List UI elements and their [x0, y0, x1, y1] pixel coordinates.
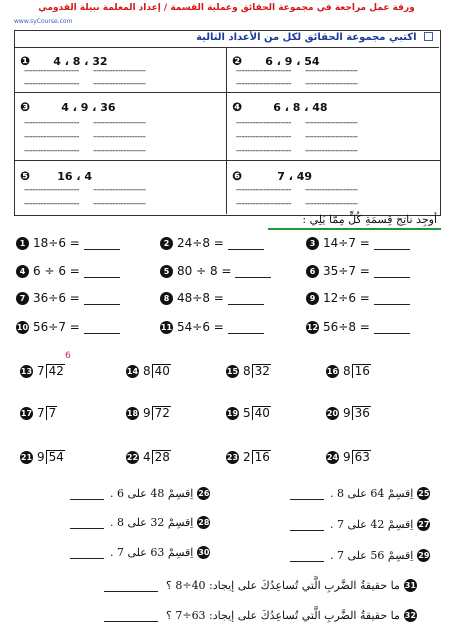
word-question: اِقسِمْ 63 على 7 . 30 — [66, 546, 214, 559]
grid-divider — [14, 160, 440, 161]
answer-line[interactable]: -------------------- ------------------- — [24, 79, 146, 89]
cell-number: ❸ — [20, 100, 31, 114]
word-question: اِقسِمْ 32 على 8 . 28 — [66, 516, 214, 529]
cell-values: 6 ، 8 ، 48 — [273, 101, 328, 114]
answer-line[interactable]: -------------------- ------------------- — [24, 66, 146, 76]
grid-cell — [232, 96, 328, 115]
question-number: 7 — [16, 292, 29, 305]
cell-values: 7 ، 49 — [277, 170, 313, 183]
question-number: 6 — [306, 265, 319, 278]
question-number: 20 — [326, 408, 339, 418]
answer-blank[interactable] — [228, 292, 264, 305]
long-division-question: 17 7 7 — [20, 406, 57, 420]
grid-header — [14, 30, 439, 48]
long-division-question: 22 4 28 — [126, 450, 170, 464]
cell-values: 16 ، 4 — [57, 170, 93, 183]
question-number: 30 — [198, 548, 210, 557]
answer-line[interactable]: -------------------- ------------------- — [236, 66, 358, 76]
question-number: 23 — [226, 452, 239, 462]
grid-cell — [20, 96, 116, 115]
question-number: 21 — [20, 452, 33, 462]
grid-cell — [232, 165, 312, 184]
answer-blank[interactable] — [290, 487, 324, 500]
division-question: 8 48÷8 = — [160, 291, 264, 305]
question-number: 18 — [126, 408, 139, 418]
answer-line[interactable]: -------------------- ------------------- — [24, 118, 146, 128]
cell-number: ❹ — [232, 100, 243, 114]
answer-blank[interactable] — [70, 516, 104, 529]
long-division-question: 16 8 16 — [326, 364, 370, 378]
question-number: 25 — [418, 489, 430, 498]
long-division-question: 13 7 42 — [20, 364, 64, 378]
question-number: 10 — [16, 322, 29, 332]
long-division-question: 21 9 54 — [20, 450, 64, 464]
instruction-text: أوجِد ناتِج قِسمَةِ كُلٍّ مِمّا يَلِي : — [302, 213, 437, 226]
cell-number: ❺ — [20, 169, 31, 183]
division-question: 11 54÷6 = — [160, 320, 264, 334]
question-number: 13 — [20, 366, 33, 376]
answer-blank[interactable] — [84, 237, 120, 250]
answer-line[interactable]: -------------------- ------------------- — [24, 146, 146, 156]
question-number: 26 — [198, 489, 210, 498]
question-number: 24 — [326, 452, 339, 462]
long-division-question: 24 9 63 — [326, 450, 370, 464]
cell-number: ❷ — [232, 54, 243, 68]
long-division-question: 20 9 36 — [326, 406, 370, 420]
long-division-question: 18 9 72 — [126, 406, 170, 420]
division-question: 9 12÷6 = — [306, 291, 410, 305]
answer-blank[interactable] — [104, 609, 158, 622]
answer-blank[interactable] — [70, 487, 104, 500]
answer-blank[interactable] — [84, 321, 120, 334]
division-question: 3 14÷7 = — [306, 236, 410, 250]
answer-line[interactable]: -------------------- ------------------- — [24, 199, 146, 209]
word-question: اِقسِمْ 64 على 8 . 25 — [286, 487, 434, 500]
answer-line[interactable]: -------------------- ------------------- — [236, 118, 358, 128]
division-question: 6 35÷7 = — [306, 264, 410, 278]
question-number: 12 — [306, 322, 319, 332]
cell-values: 4 ، 8 ، 32 — [53, 55, 108, 68]
question-number: 15 — [226, 366, 239, 376]
worksheet-title: ورقة عمل مراجعة في مجموعة الحقائق وعملية القسمة / إعداد المعلمة نبيلة القدومي — [38, 3, 415, 13]
question-number: 31 — [404, 581, 416, 590]
question-number: 27 — [418, 520, 430, 529]
answer-blank[interactable] — [84, 292, 120, 305]
cell-values: 6 ، 9 ، 54 — [265, 55, 320, 68]
question-number: 11 — [160, 322, 173, 332]
answer-line[interactable]: -------------------- ------------------- — [236, 185, 358, 195]
grid-divider — [14, 92, 440, 93]
answer-line[interactable]: -------------------- ------------------- — [24, 132, 146, 142]
grid-divider — [226, 47, 227, 214]
cell-values: 4 ، 9 ، 36 — [61, 101, 116, 114]
answer-blank[interactable] — [374, 237, 410, 250]
answer-blank[interactable] — [374, 292, 410, 305]
answer-line[interactable]: -------------------- ------------------- — [236, 79, 358, 89]
question-number: 8 — [160, 292, 173, 305]
answer-blank[interactable] — [235, 265, 271, 278]
question-number: 1 — [16, 237, 29, 250]
site-url: www.syCourse.com — [14, 18, 73, 25]
answer-blank[interactable] — [290, 549, 324, 562]
fact-question: ما حقيقةُ الضَّربِ الَّتي تُساعِدُكَ على إيجاد: 40÷8 ؟ 31 — [100, 579, 421, 592]
answer-blank[interactable] — [70, 546, 104, 559]
answer-line[interactable]: -------------------- ------------------- — [236, 146, 358, 156]
question-number: 4 — [16, 265, 29, 278]
long-division-question: 15 8 32 — [226, 364, 270, 378]
question-number: 17 — [20, 408, 33, 418]
division-question: 1 18÷6 = — [16, 236, 120, 250]
fact-question: ما حقيقةُ الضَّربِ الَّتي تُساعِدُكَ على إيجاد: 63÷7 ؟ 32 — [100, 609, 421, 622]
answer-line[interactable]: -------------------- ------------------- — [24, 185, 146, 195]
handwritten-answer: 6 — [65, 351, 71, 361]
division-question: 12 56÷8 = — [306, 320, 410, 334]
question-number: 2 — [160, 237, 173, 250]
word-question: اِقسِمْ 42 على 7 . 27 — [286, 518, 434, 531]
division-question: 4 6 ÷ 6 = — [16, 264, 120, 278]
division-question: 10 56÷7 = — [16, 320, 120, 334]
question-number: 19 — [226, 408, 239, 418]
question-number: 29 — [418, 551, 430, 560]
question-number: 14 — [126, 366, 139, 376]
checkbox-icon — [424, 32, 433, 41]
question-number: 3 — [306, 237, 319, 250]
instruction-underline — [268, 228, 441, 230]
division-question: 5 80 ÷ 8 = — [160, 264, 271, 278]
cell-number: ❶ — [20, 54, 31, 68]
answer-blank[interactable] — [290, 518, 324, 531]
answer-line[interactable]: -------------------- ------------------- — [236, 132, 358, 142]
question-number: 5 — [160, 265, 173, 278]
division-question: 7 36÷6 = — [16, 291, 120, 305]
answer-blank[interactable] — [228, 321, 264, 334]
question-number: 9 — [306, 292, 319, 305]
question-number: 16 — [326, 366, 339, 376]
question-number: 22 — [126, 452, 139, 462]
division-question: 2 24÷8 = — [160, 236, 264, 250]
long-division-question: 19 5 40 — [226, 406, 270, 420]
answer-blank[interactable] — [84, 265, 120, 278]
word-question: اِقسِمْ 56 على 7 . 29 — [286, 549, 434, 562]
answer-blank[interactable] — [228, 237, 264, 250]
word-question: اِقسِمْ 48 على 6 . 26 — [66, 487, 214, 500]
question-number: 28 — [198, 518, 210, 527]
long-division-question: 23 2 16 — [226, 450, 270, 464]
grid-cell — [20, 165, 92, 184]
answer-blank[interactable] — [104, 579, 158, 592]
long-division-question: 14 8 40 — [126, 364, 170, 378]
answer-line[interactable]: -------------------- ------------------- — [236, 199, 358, 209]
answer-blank[interactable] — [374, 265, 410, 278]
cell-number: ❻ — [232, 169, 243, 183]
question-number: 32 — [404, 611, 416, 620]
grid-title: اكتبي مجموعة الحقائق لكل من الأعداد التالية — [196, 32, 417, 43]
answer-blank[interactable] — [374, 321, 410, 334]
